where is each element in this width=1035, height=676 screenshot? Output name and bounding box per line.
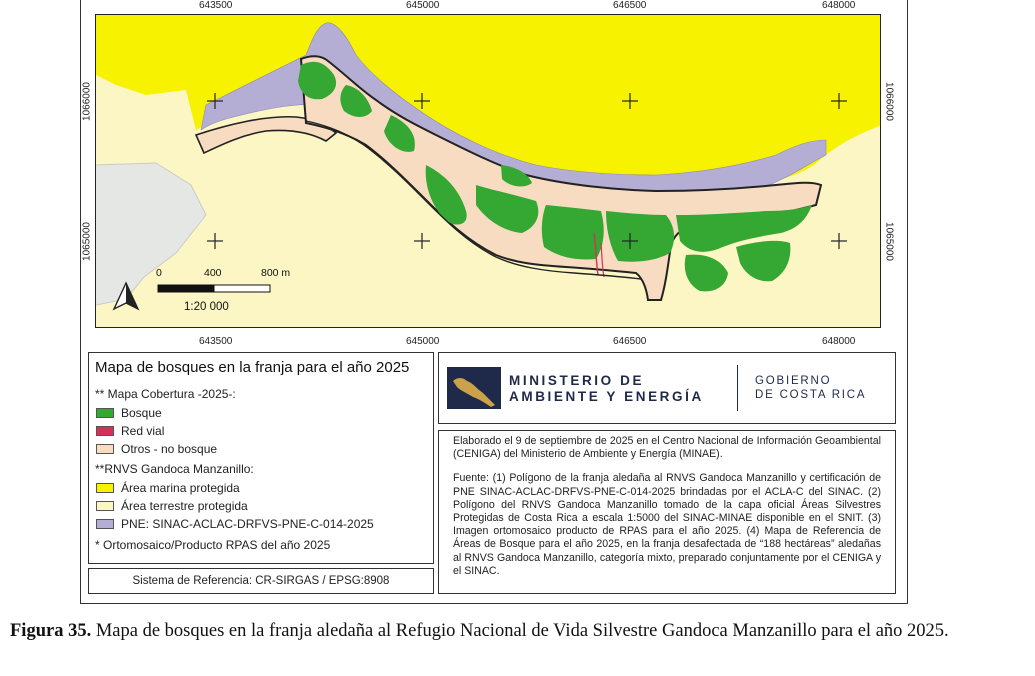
ministry-line-1: MINISTERIO DE	[509, 373, 645, 388]
figure-label: Figura 35.	[10, 621, 92, 641]
logo-divider	[737, 365, 738, 411]
legend-label-pne: PNE: SINAC-ACLAC-DRFVS-PNE-C-014-2025	[121, 517, 374, 531]
map-svg	[96, 15, 881, 328]
reference-system: Sistema de Referencia: CR-SIRGAS / EPSG:8908	[88, 568, 434, 594]
forest-patch	[606, 211, 674, 262]
figure-caption-text: Mapa de bosques en la franja aledaña al Refugio Nacional de Vida Silvestre Gandoca Manzanillo para el año 2025.	[91, 621, 949, 641]
legend-label-marine: Área marina protegida	[121, 481, 240, 495]
legend-swatch-pne	[96, 519, 114, 529]
metadata-box	[438, 430, 896, 594]
scale-bar	[158, 285, 270, 292]
x-coord-label-top: 646500	[613, 0, 647, 11]
legend-section-cobertura: ** Mapa Cobertura -2025-:	[95, 387, 236, 401]
x-coord-label-bottom: 646500	[613, 336, 647, 347]
scale-ratio: 1:20 000	[184, 301, 229, 313]
gov-line-1: GOBIERNO	[755, 375, 832, 387]
legend-swatch-red-vial	[96, 426, 114, 436]
scale-tick-800: 800 m	[261, 267, 291, 279]
y-coord-label-right: 1065000	[883, 222, 895, 261]
x-coord-label-bottom: 643500	[199, 336, 233, 347]
minae-logo-box	[438, 352, 896, 424]
legend-title: Mapa de bosques en la franja para el año 2025	[95, 359, 410, 376]
figure-caption	[10, 618, 1025, 645]
legend-swatch-marine	[96, 483, 114, 493]
legend-label-bosque: Bosque	[121, 406, 162, 420]
y-coord-label-right: 1066000	[883, 82, 895, 121]
legend-swatch-terrestrial	[96, 501, 114, 511]
x-coord-label-top: 643500	[199, 0, 233, 11]
legend-label-red-vial: Red vial	[121, 424, 165, 438]
legend-note: * Ortomosaico/Producto RPAS del año 2025	[95, 538, 331, 552]
costa-rica-map-icon	[447, 367, 501, 409]
legend	[88, 352, 434, 564]
x-coord-label-bottom: 648000	[822, 336, 856, 347]
scale-tick-400: 400	[204, 267, 222, 279]
ministry-line-2: AMBIENTE Y ENERGÍA	[509, 389, 704, 404]
x-coord-label-top: 645000	[406, 0, 440, 11]
x-coord-label-top: 648000	[822, 0, 856, 11]
legend-swatch-bosque	[96, 408, 114, 418]
forest-patch	[542, 205, 604, 260]
legend-section-rnvs: **RNVS Gandoca Manzanillo:	[95, 462, 254, 476]
metadata-fuente: Fuente: (1) Polígono de la franja aledaña al RNVS Gandoca Manzanillo y certificación de PNE SINAC-ACLAC-DRFVS-PNE-C-014-2025 brindadas por el ACLA-C del SINAC. (2) Polígono del RNVS Gandoca Manzanillo tomado de la capa oficial Áreas Silvestres Protegidas de Costa Rica a escala 1:5000 del SINAC-MINAE disponible en el SNIT. (3) Imagen ortomosaico producto de RPAS para el año 2025. (4) Mapa de Referencia de Áreas de Bosque para el año 2025, en la franja desafectada de “188 hectáreas” aledañas al RNVS Gandoca Manzanillo, categoría mixto, preparado conjuntamente por el CENIGA y el SINAC.	[453, 472, 881, 577]
metadata-elaborado: Elaborado el 9 de septiembre de 2025 en el Centro Nacional de Información Geoambiental (CENIGA) del Ministerio de Ambiente y Energía (MINAE).	[453, 435, 881, 461]
y-coord-label-left: 1066000	[81, 82, 93, 121]
x-coord-label-bottom: 645000	[406, 336, 440, 347]
legend-label-no-bosque: Otros - no bosque	[121, 442, 218, 456]
forest-map[interactable]	[95, 14, 881, 328]
legend-swatch-no-bosque	[96, 444, 114, 454]
gov-line-2: DE COSTA RICA	[755, 389, 867, 401]
y-coord-label-left: 1065000	[81, 222, 93, 261]
scale-tick-0: 0	[156, 267, 162, 279]
legend-label-terrestrial: Área terrestre protegida	[121, 499, 248, 513]
